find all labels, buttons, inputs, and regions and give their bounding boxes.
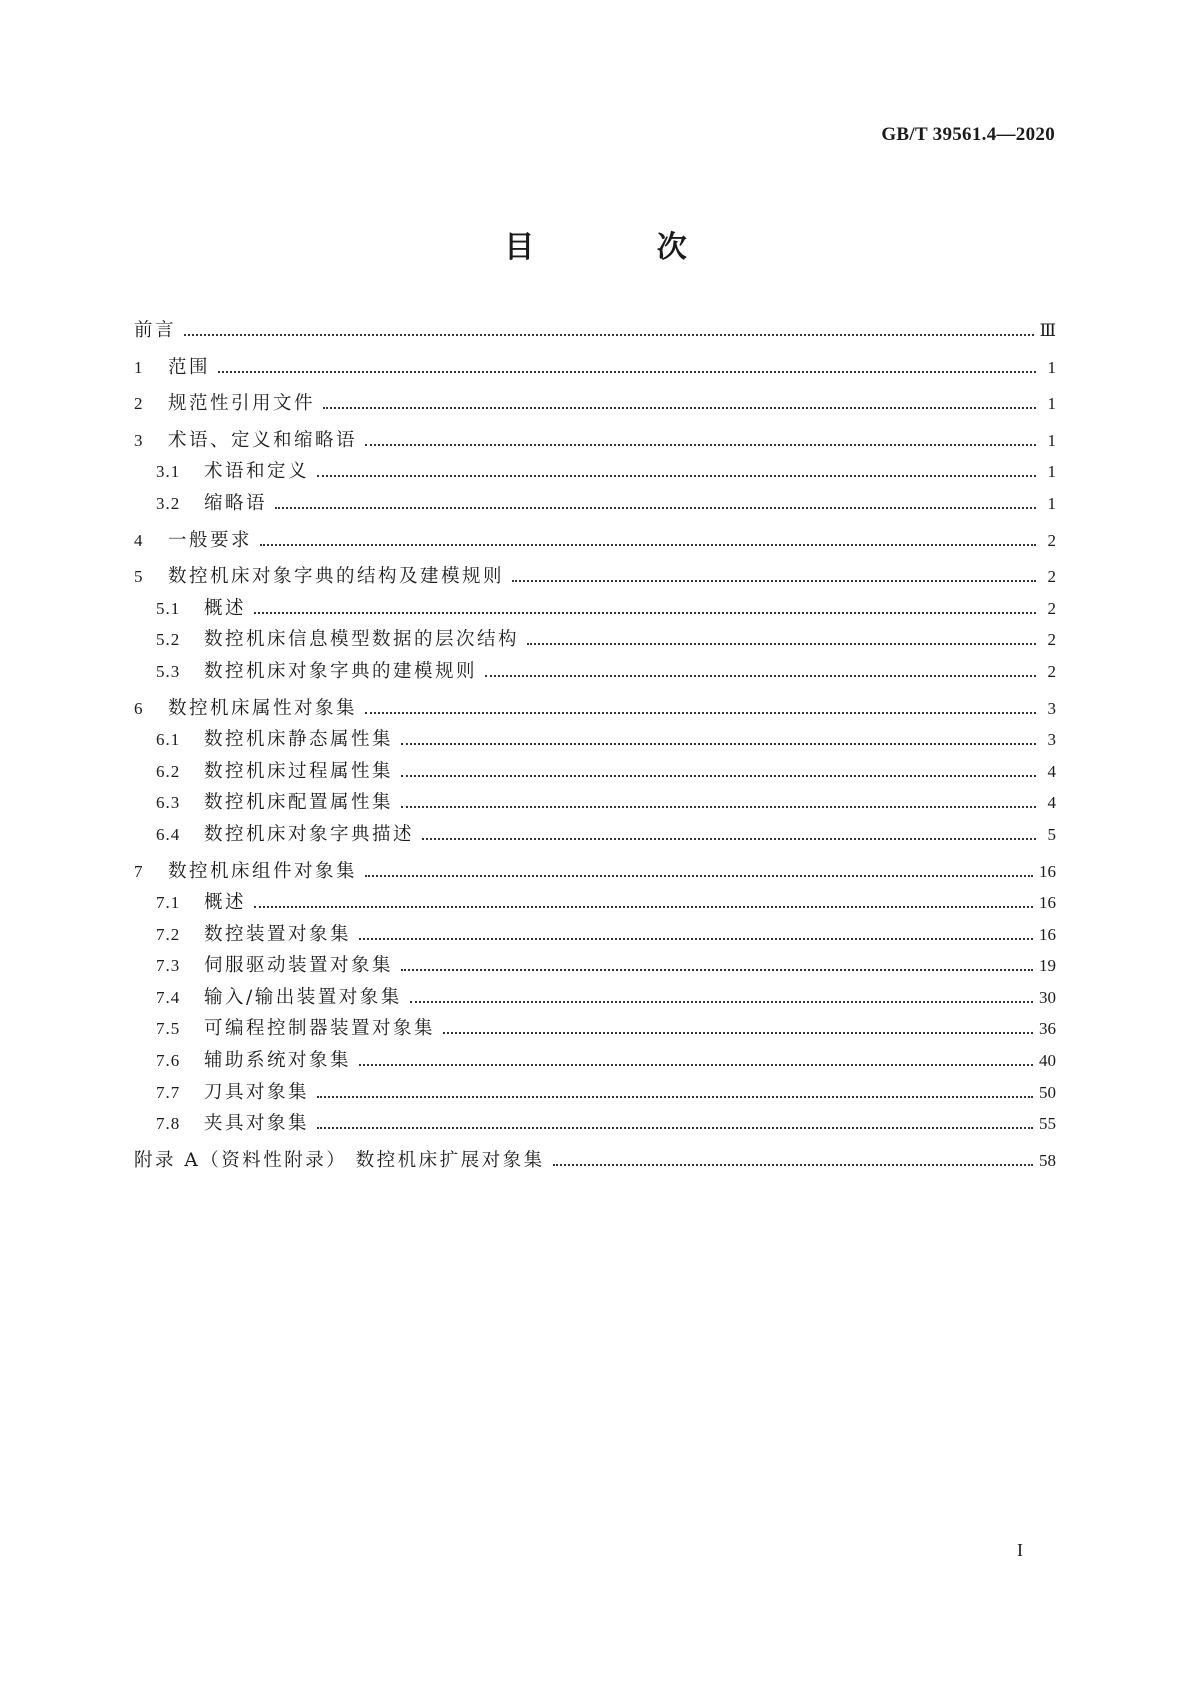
toc-entry-label: 一般要求: [168, 529, 253, 551]
toc-leader-dots: [317, 1095, 1033, 1098]
toc-entry-label: 数控机床对象字典的建模规则: [204, 660, 478, 682]
toc-entry-label: 前言: [134, 320, 177, 341]
toc-entry[interactable]: [134, 566, 1056, 598]
toc-entry-page: 40: [1039, 1051, 1056, 1071]
toc-entry-page: 50: [1039, 1082, 1056, 1102]
toc-entry-number: 3: [134, 430, 144, 450]
toc-entry-number: 4: [134, 530, 144, 550]
toc-entry[interactable]: [134, 861, 1056, 893]
toc-entry-label: 数控机床信息模型数据的层次结构: [204, 629, 520, 651]
toc-entry[interactable]: [134, 761, 1056, 793]
toc-leader-dots: [443, 1031, 1033, 1034]
toc-entry[interactable]: [134, 987, 1056, 1019]
toc-entry[interactable]: [134, 1082, 1056, 1114]
toc-entry-label: 刀具对象集: [204, 1081, 310, 1103]
toc-entry-page: 3: [1047, 730, 1056, 750]
page-title: 目 次: [504, 230, 743, 265]
table-of-contents: [134, 320, 1056, 1181]
toc-entry-label: 数控机床过程属性集: [204, 760, 394, 782]
toc-entry-label: 术语和定义: [204, 461, 310, 483]
toc-leader-dots: [254, 905, 1033, 908]
toc-entry-label: 数控机床对象字典的结构及建模规则: [168, 566, 505, 588]
toc-entry-page: 3: [1047, 698, 1056, 718]
toc-entry-page: 1: [1047, 430, 1056, 450]
toc-entry-number: 7.8: [156, 1114, 181, 1134]
toc-entry-label: 辅助系统对象集: [204, 1050, 352, 1072]
toc-leader-dots: [260, 543, 1036, 546]
toc-entry-label: 输入/输出装置对象集: [204, 986, 402, 1008]
toc-entry-label: 伺服驱动装置对象集: [204, 955, 394, 977]
toc-entry-number: 3.1: [156, 462, 181, 482]
toc-leader-dots: [365, 443, 1036, 446]
toc-entry-number: 7.2: [156, 924, 181, 944]
toc-leader-dots: [218, 370, 1036, 373]
toc-leader-dots: [275, 506, 1036, 509]
toc-leader-dots: [401, 742, 1036, 745]
toc-leader-dots: [365, 874, 1033, 877]
toc-entry-label: 范围: [168, 356, 211, 378]
toc-entry-number: 6.3: [156, 793, 181, 813]
toc-entry[interactable]: [134, 1150, 1056, 1182]
toc-entry-number: 7.4: [156, 987, 181, 1007]
toc-entry-label: 缩略语: [204, 492, 268, 514]
toc-entry-number: 2: [134, 394, 144, 414]
toc-entry-page: 1: [1047, 357, 1056, 377]
toc-entry-number: 3.2: [156, 493, 181, 513]
toc-entry-page: 16: [1039, 861, 1056, 881]
toc-entry-label: 概述: [204, 892, 247, 914]
toc-leader-dots: [410, 1000, 1033, 1003]
toc-entry[interactable]: [134, 892, 1056, 924]
toc-entry-page: 4: [1047, 793, 1056, 813]
toc-leader-dots: [527, 642, 1036, 645]
toc-entry[interactable]: [134, 955, 1056, 987]
toc-entry[interactable]: [134, 393, 1056, 425]
toc-entry-label: 夹具对象集: [204, 1113, 310, 1135]
toc-entry-page: Ⅲ: [1039, 321, 1056, 340]
toc-entry-label: 数控机床配置属性集: [204, 792, 394, 814]
toc-leader-dots: [184, 333, 1034, 336]
toc-entry-page: 36: [1039, 1019, 1056, 1039]
toc-entry-page: 1: [1047, 462, 1056, 482]
toc-entry[interactable]: [134, 1018, 1056, 1050]
toc-leader-dots: [401, 774, 1036, 777]
toc-leader-dots: [317, 474, 1036, 477]
toc-entry-page: 2: [1047, 567, 1056, 587]
toc-entry-label: 数控机床静态属性集: [204, 729, 394, 751]
toc-leader-dots: [254, 611, 1036, 614]
toc-leader-dots: [553, 1163, 1033, 1166]
toc-entry-page: 19: [1039, 956, 1056, 976]
toc-entry[interactable]: [134, 357, 1056, 389]
toc-leader-dots: [359, 937, 1033, 940]
toc-entry-label: 规范性引用文件: [168, 393, 316, 415]
toc-entry-label: 附录 A（资料性附录） 数控机床扩展对象集: [134, 1149, 545, 1171]
toc-entry[interactable]: [134, 1113, 1056, 1145]
toc-entry[interactable]: [134, 824, 1056, 856]
toc-entry[interactable]: [134, 461, 1056, 493]
toc-entry[interactable]: [134, 598, 1056, 630]
toc-entry-page: 58: [1039, 1150, 1056, 1170]
toc-entry-number: 7.7: [156, 1082, 181, 1102]
toc-entry-label: 数控机床对象字典描述: [204, 823, 415, 845]
toc-entry[interactable]: [134, 629, 1056, 661]
toc-leader-dots: [401, 968, 1033, 971]
toc-entry-page: 4: [1047, 761, 1056, 781]
toc-entry[interactable]: [134, 924, 1056, 956]
toc-entry-number: 5.1: [156, 598, 181, 618]
toc-entry[interactable]: [134, 698, 1056, 730]
toc-entry[interactable]: [134, 729, 1056, 761]
toc-entry-number: 7.6: [156, 1051, 181, 1071]
toc-entry[interactable]: [134, 493, 1056, 525]
toc-entry-number: 5.3: [156, 661, 181, 681]
toc-entry-page: 2: [1047, 598, 1056, 618]
toc-entry-label: 数控机床组件对象集: [168, 860, 358, 882]
toc-leader-dots: [317, 1126, 1033, 1129]
toc-leader-dots: [323, 406, 1036, 409]
toc-entry-page: 16: [1039, 893, 1056, 913]
toc-entry-page: 1: [1047, 493, 1056, 513]
toc-leader-dots: [422, 837, 1036, 840]
toc-leader-dots: [359, 1063, 1033, 1066]
toc-entry-number: 5.2: [156, 630, 181, 650]
toc-entry[interactable]: [134, 530, 1056, 562]
toc-entry-number: 6.4: [156, 824, 181, 844]
toc-leader-dots: [365, 711, 1036, 714]
toc-entry-number: 7: [134, 861, 144, 881]
toc-entry-page: 16: [1039, 924, 1056, 944]
toc-entry[interactable]: [134, 661, 1056, 693]
toc-leader-dots: [485, 674, 1036, 677]
toc-entry-number: 7.3: [156, 956, 181, 976]
toc-entry-page: 30: [1039, 987, 1056, 1007]
toc-entry-number: 1: [134, 357, 144, 377]
page-number: I: [1017, 1540, 1023, 1560]
toc-entry[interactable]: [134, 430, 1056, 462]
toc-entry-label: 术语、定义和缩略语: [168, 429, 358, 451]
toc-entry[interactable]: [134, 792, 1056, 824]
toc-entry-page: 55: [1039, 1114, 1056, 1134]
toc-entry-number: 5: [134, 567, 144, 587]
toc-entry-number: 6.2: [156, 761, 181, 781]
toc-entry-number: 6: [134, 698, 144, 718]
toc-entry-page: 2: [1047, 661, 1056, 681]
toc-entry-label: 数控装置对象集: [204, 923, 352, 945]
standard-code: GB/T 39561.4—2020: [881, 124, 1055, 145]
toc-entry-number: 7.1: [156, 893, 181, 913]
toc-entry-page: 2: [1047, 630, 1056, 650]
toc-entry-label: 概述: [204, 597, 247, 619]
toc-leader-dots: [512, 579, 1036, 582]
toc-entry-label: 可编程控制器装置对象集: [204, 1018, 436, 1040]
toc-entry-number: 7.5: [156, 1019, 181, 1039]
toc-entry-number: 6.1: [156, 730, 181, 750]
toc-entry[interactable]: [134, 1050, 1056, 1082]
toc-leader-dots: [401, 805, 1036, 808]
toc-entry-page: 5: [1047, 824, 1056, 844]
toc-entry-page: 2: [1047, 530, 1056, 550]
toc-entry-page: 1: [1047, 394, 1056, 414]
toc-entry[interactable]: [134, 320, 1056, 352]
toc-entry-label: 数控机床属性对象集: [168, 697, 358, 719]
